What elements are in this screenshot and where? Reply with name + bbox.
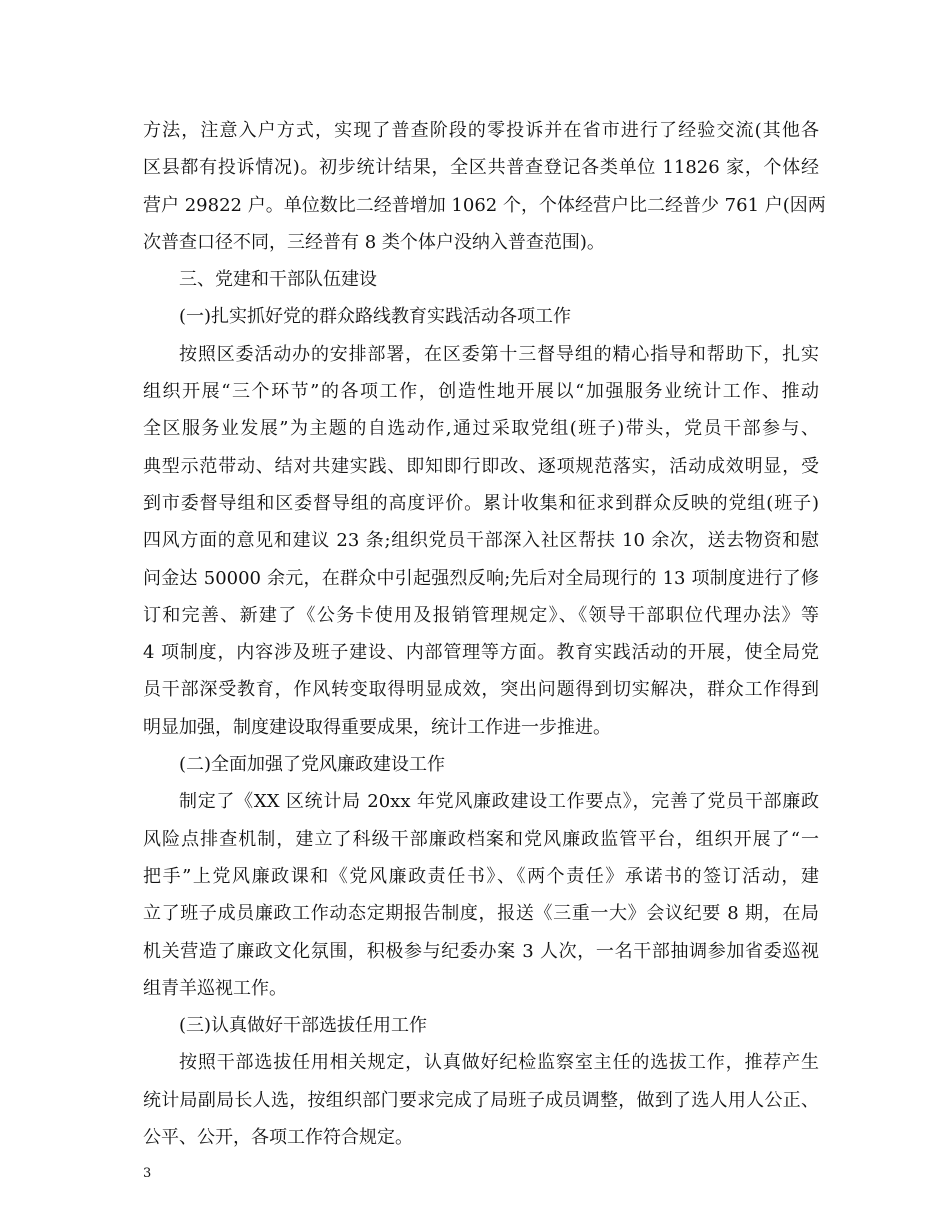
text-line: 员干部深受教育，作风转变取得明显成效，突出问题得到切实解决，群众工作得到 bbox=[143, 679, 819, 701]
text-line: 按照区委活动办的安排部署，在区委第十三督导组的精心指导和帮助下，扎实 bbox=[179, 343, 819, 365]
text-line: 三、党建和干部队伍建设 bbox=[179, 269, 377, 291]
text-line: 组织开展“三个环节”的各项工作，创造性地开展以“加强服务业统计工作、推动 bbox=[143, 381, 819, 403]
text-line: (一)扎实抓好党的群众路线教育实践活动各项工作 bbox=[179, 306, 572, 328]
text-line: 典型示范带动、结对共建实践、即知即行即改、逐项规范落实，活动成效明显，受 bbox=[143, 455, 819, 477]
text-line: 订和完善、新建了《公务卡使用及报销管理规定》、《领导干部职位代理办法》等 bbox=[143, 604, 819, 626]
text-line: 组青羊巡视工作。 bbox=[143, 977, 287, 999]
text-line: 方法，注意入户方式，实现了普查阶段的零投诉并在省市进行了经验交流(其他各 bbox=[143, 120, 819, 141]
text-line: 制定了《XX 区统计局 20xx 年党风廉政建设工作要点》，完善了党员干部廉政 bbox=[179, 791, 819, 813]
text-line: 四风方面的意见和建议 23 条;组织党员干部深入社区帮扶 10 余次，送去物资和慰 bbox=[143, 530, 819, 552]
text-line: (三)认真做好干部选拔任用工作 bbox=[179, 1015, 428, 1037]
text-line: 风险点排查机制，建立了科级干部廉政档案和党风廉政监管平台，组织开展了“一 bbox=[143, 828, 819, 850]
text-line: 按照干部选拔任用相关规定，认真做好纪检监察室主任的选拔工作，推荐产生 bbox=[179, 1052, 819, 1074]
text-line: 4 项制度，内容涉及班子建设、内部管理等方面。教育实践活动的开展，使全局党 bbox=[143, 642, 819, 664]
text-line: 明显加强，制度建设取得重要成果，统计工作进一步推进。 bbox=[143, 716, 611, 738]
text-line: 公平、公开，各项工作符合规定。 bbox=[143, 1127, 413, 1149]
text-line: 把手”上党风廉政课和《党风廉政责任书》、《两个责任》承诺书的签订活动，建 bbox=[143, 865, 819, 887]
text-line: 立了班子成员廉政工作动态定期报告制度，报送《三重一大》会议纪要 8 期，在局 bbox=[143, 903, 819, 925]
text-line: 机关营造了廉政文化氛围，积极参与纪委办案 3 人次，一名干部抽调参加省委巡视 bbox=[143, 940, 819, 962]
text-line: 区县都有投诉情况)。初步统计结果，全区共普查登记各类单位 11826 家，个体经 bbox=[143, 157, 819, 179]
text-line: 统计局副局长人选，按组织部门要求完成了局班子成员调整，做到了选人用人公正、 bbox=[143, 1089, 819, 1111]
text-line: 次普查口径不同，三经普有 8 类个体户没纳入普查范围)。 bbox=[143, 231, 605, 253]
text-line: 问金达 50000 余元，在群众中引起强烈反响;先后对全局现行的 13 项制度进行了修 bbox=[143, 567, 819, 589]
text-line: 营户 29822 户。单位数比二经普增加 1062 个，个体经营户比二经普少 761 户(因两 bbox=[143, 194, 826, 216]
text-line: 到市委督导组和区委督导组的高度评价。累计收集和征求到群众反映的党组(班子) bbox=[143, 492, 819, 514]
text-line: (二)全面加强了党风廉政建设工作 bbox=[179, 754, 446, 776]
page-number: 3 bbox=[143, 1166, 152, 1181]
text-line: 全区服务业发展”为主题的自选动作,通过采取党组(班子)带头，党员干部参与、 bbox=[143, 418, 819, 440]
body-text bbox=[143, 112, 826, 1156]
